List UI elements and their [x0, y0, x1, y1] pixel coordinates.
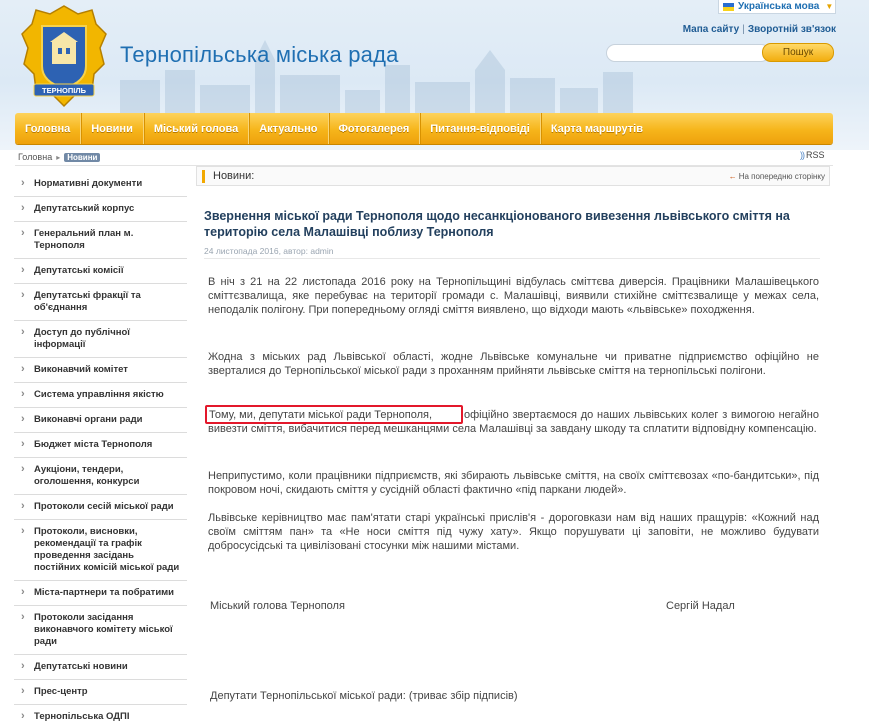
city-crest-logo[interactable] — [20, 4, 108, 108]
article-meta: 24 листопада 2016, автор: admin — [204, 246, 334, 256]
breadcrumb-current: Новини — [64, 153, 100, 162]
article-paragraph-3: офіційно звертаємося до наших львівських колег з вимогою негайно вивезти сміття, вибачитися перед мешканцями села Малашівці за завдану шкоду та сплатити відповідну компенсацію. — [208, 409, 819, 435]
sidebar-item-public-information[interactable]: › Доступ до публічної інформації — [14, 321, 187, 358]
section-heading: Новини: — [213, 170, 255, 182]
sidebar-item-city-budget[interactable]: › Бюджет міста Тернополя — [14, 433, 187, 458]
main-navigation — [15, 113, 833, 144]
search-button[interactable]: Пошук — [762, 43, 834, 62]
back-link[interactable] — [729, 172, 825, 181]
nav-item-route-map[interactable]: Карта маршрутів — [550, 122, 643, 135]
article-title: Звернення міської ради Тернополя щодо несанкціонованого вивезення львівського сміття на територію села Малашівці поблизу Тернополя — [204, 209, 790, 239]
language-selector[interactable] — [718, 0, 836, 14]
sidebar-item-general-plan[interactable]: › Генеральний план м. Тернополя — [14, 222, 187, 259]
section-header-accent — [202, 170, 205, 183]
sidebar-item-deputy-news[interactable]: › Депутатські новини — [14, 655, 187, 680]
nav-item-news[interactable]: Новини — [81, 113, 144, 144]
top-links — [683, 24, 836, 35]
article-paragraph-4: Неприпустимо, коли працівники підприємств, які збирають львівське сміття, на своїх сміттєвозах «по-бандитськи», під покровом ночі, скидають сміття у сусідній області фактично «під паркани людей». — [208, 470, 819, 496]
breadcrumb-separator-icon: ▸ — [56, 152, 61, 162]
article-paragraph-5: Львівське керівництво має пам'ятати старі українські прислів'я - дороговкази нам від наших пращурів: «Кожний над своїм сміттям пан» та «Не носи сміття під чужу хату». Якщо порушувати ці заповіти, не можливо будувати добросусідські та цивілізовані стосунки між нашими містами. — [208, 512, 819, 552]
crest-label: ТЕРНОПІЛЬ — [42, 86, 86, 95]
article-paragraph-2: Жодна з міських рад Львівської області, жодне Львівське комунальне чи приватне підприємство офіційно не зверталися до Тернопільської міської ради з проханням прийняти львівське сміття на тернопільські полігони. — [208, 351, 819, 377]
sidebar-item-session-protocols[interactable]: › Протоколи сесій міської ради — [14, 495, 187, 520]
rss-label: RSS — [806, 150, 825, 160]
breadcrumb — [18, 150, 100, 164]
chevron-down-icon: ▼ — [825, 2, 834, 11]
deputies-signatures-note: Депутати Тернопільської міської ради: (триває збір підписів) — [210, 690, 518, 702]
signature-title: Міський голова Тернополя — [210, 600, 345, 612]
breadcrumb-home[interactable]: Головна — [18, 152, 53, 162]
signature-name: Сергій Надал — [666, 600, 735, 612]
highlighted-phrase: Тому, ми, депутати міської ради Тернополя, — [209, 409, 433, 421]
sitemap-link[interactable]: Мапа сайту — [682, 24, 740, 35]
sidebar-item-executive-bodies[interactable]: › Виконавчі органи ради — [14, 408, 187, 433]
language-label: Українська мова — [738, 1, 820, 12]
sidebar-item-partner-cities[interactable]: › Міста-партнери та побратими — [14, 581, 187, 606]
sidebar-menu — [14, 172, 187, 726]
site-title[interactable]: Тернопільська міська рада — [120, 42, 399, 67]
sidebar-item-deputy-commissions[interactable]: › Депутатські комісії — [14, 259, 187, 284]
red-highlight-box — [205, 405, 463, 424]
sidebar-item-quality-management[interactable]: › Система управління якістю — [14, 383, 187, 408]
section-header — [196, 166, 830, 186]
sidebar-item-executive-protocols[interactable]: › Протоколи засідання виконавчого комітету міської ради — [14, 606, 187, 655]
link-separator: | — [742, 24, 745, 35]
nav-item-actual[interactable]: Актуально — [249, 113, 328, 144]
sidebar-item-normative-documents[interactable]: › Нормативні документи — [14, 172, 187, 197]
site-header — [0, 0, 869, 150]
arrow-left-icon: ← — [728, 172, 737, 181]
sidebar-item-deputy-corps[interactable]: › Депутатський корпус — [14, 197, 187, 222]
nav-item-home[interactable]: Головна — [15, 113, 81, 144]
ukraine-flag-icon — [723, 3, 734, 11]
back-link-label: На попередню сторінку — [738, 172, 825, 181]
sidebar-item-factions[interactable]: › Депутатські фракції та об'єднання — [14, 284, 187, 321]
search-input[interactable] — [606, 44, 770, 62]
feedback-link[interactable]: Зворотній зв'язок — [747, 24, 836, 35]
sidebar-item-executive-committee[interactable]: › Виконавчий комітет — [14, 358, 187, 383]
nav-item-mayor[interactable]: Міський голова — [144, 113, 249, 144]
sidebar-item-auctions[interactable]: › Аукціони, тендери, оголошення, конкурси — [14, 458, 187, 495]
nav-item-faq[interactable]: Питання-відповіді — [420, 113, 541, 144]
sidebar-item-press-center[interactable]: › Прес-центр — [14, 680, 187, 705]
sidebar-item-tax-inspection[interactable]: › Тернопільська ОДПІ — [14, 705, 187, 726]
nav-item-photo-gallery[interactable]: Фотогалерея — [329, 113, 421, 144]
meta-divider — [204, 258, 820, 259]
article-paragraph-1: В ніч з 21 на 22 листопада 2016 року на Тернопільщині відбулась сміттєва диверсія. Працівники Малашівецького сміттєзвалища, яке перебуває на території громади с. Малашівці, виявили стихійне сміттєзвалище у межах села, неподалік полігону. При попередньому огляді сміття виявлено, що відходи мають «львівське» походження. — [208, 276, 819, 316]
sidebar-item-commission-protocols[interactable]: › Протоколи, висновки, рекомендації та графік проведення засідань постійних комісій міської ради — [14, 520, 187, 581]
rss-icon: )) — [800, 150, 804, 160]
rss-link[interactable] — [800, 150, 825, 160]
